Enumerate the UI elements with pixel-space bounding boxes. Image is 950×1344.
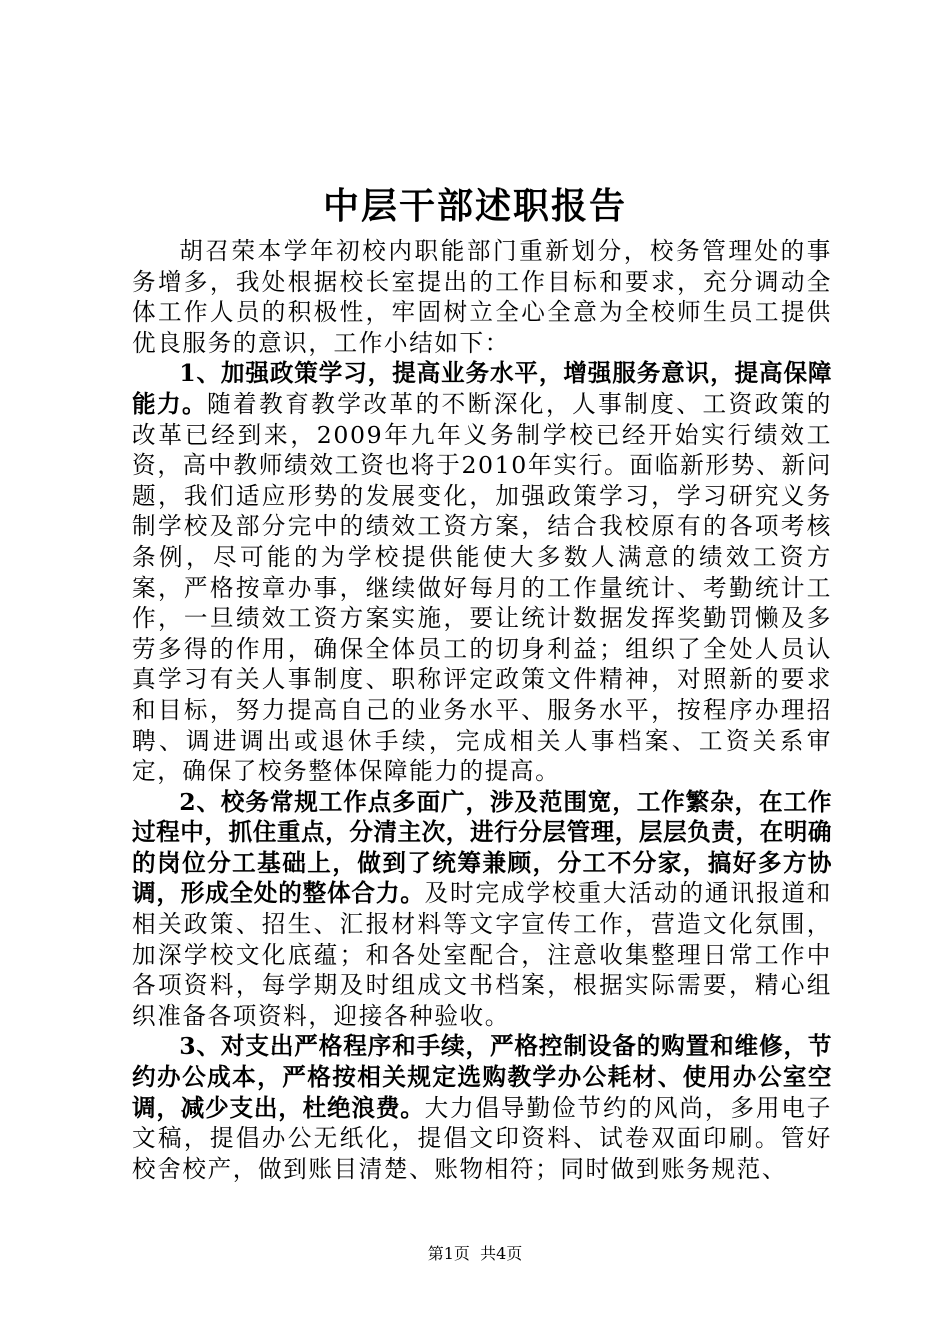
paragraph-lead: 3、对支出严格程序和手续，严格控制设备的购置和维修，节约办公成本，严格按相关规定选购教学办公耗材、使用办公室空调，减少支出，杜绝浪费。: [132, 1032, 832, 1122]
document-body: [132, 236, 832, 1184]
paragraph-lead: 2、校务常规工作点多面广，涉及范围宽，工作繁杂，在工作过程中，抓住重点，分清主次，进行分层管理，层层负责，在明确的岗位分工基础上，做到了统筹兼顾，分工不分家，搞好多方协调，形成全处的整体合力。: [132, 787, 832, 908]
document-title: 中层干部述职报告: [322, 185, 627, 227]
paragraph-intro: [132, 236, 832, 358]
paragraph-item-3: [132, 1031, 832, 1184]
paragraph-lead: 1、加强政策学习，提高业务水平，增强服务意识，提高保障能力。: [132, 359, 832, 418]
paragraph-text: 及时完成学校重大活动的通讯报道和相关政策、招生、汇报材料等文字宣传工作，营造文化氛围，加深学校文化底蕴；和各处室配合，注意收集整理日常工作中各项资料，每学期及时组成文书档案，根据实际需要，精心组织准备各项资料，迎接各种验收。: [132, 879, 832, 1030]
paragraph-text: 大力倡导勤俭节约的风尚，多用电子文稿，提倡办公无纸化，提倡文印资料、试卷双面印刷。管好校舍校产，做到账目清楚、账物相符；同时做到账务规范、: [132, 1093, 832, 1183]
paragraph-text: 随着教育教学改革的不断深化，人事制度、工资政策的改革已经到来，2009年九年义务制学校已经开始实行绩效工资，高中教师绩效工资也将于2010年实行。面临新形势、新问题，我们适应形势的发展变化，加强政策学习，学习研究义务制学校及部分完中的绩效工资方案，结合我校原有的各项考核条例，尽可能的为学校提供能使大多数人满意的绩效工资方案，严格按章办事，继续做好每月的工作量统计、考勤统计工作，一旦绩效工资方案实施，要让统计数据发挥奖勤罚懒及多劳多得的作用，确保全体员工的切身利益；组织了全处人员认真学习有关人事制度、职称评定政策文件精神，对照新的要求和目标，努力提高自己的业务水平、服务水平，按程序办理招聘、调进调出或退休手续，完成相关人事档案、工资关系审定，确保了校务整体保障能力的提高。: [132, 389, 833, 786]
paragraph-item-1: [132, 358, 832, 786]
paragraph-text: 胡召荣本学年初校内职能部门重新划分，校务管理处的事务增多，我处根据校长室提出的工作目标和要求，充分调动全体工作人员的积极性，牢固树立全心全意为全校师生员工提供优良服务的意识，工作小结如下：: [132, 237, 832, 357]
page-footer: [0, 1244, 950, 1264]
page-number-label: 第1页 共4页: [427, 1244, 523, 1263]
paragraph-item-2: [132, 787, 832, 1032]
